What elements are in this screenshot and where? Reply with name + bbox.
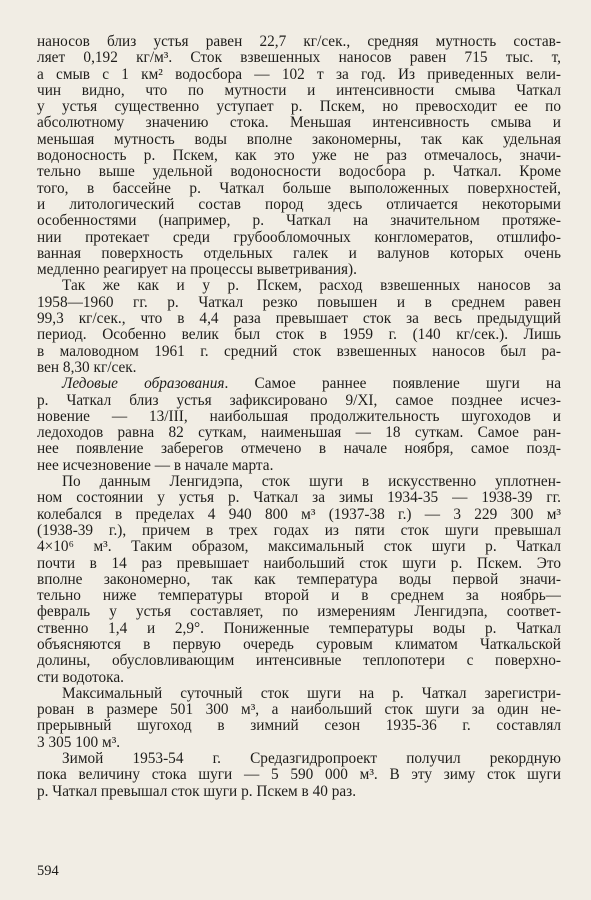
paragraph-3-line-3: новение — 13/III, наибольшая продолжительность шугоходов и [37,408,561,425]
paragraph-4-line-6: почти в 14 раз превышает наибольший сток шуги р. Пскем. Это [37,555,561,572]
paragraph-4-line-1: По данным Ленгидэпа, сток шуги в искусственно уплотнен- [62,474,561,491]
paragraph-3-line-5: нее появление заберегов отмечено в начале ноября, самое позд- [37,441,561,458]
paragraph-4-line-5: 4×10⁶ м³. Таким образом, максимальный сток шуги р. Чаткал [37,539,561,556]
paragraph-4-line-7: вполне закономерно, так как температура воды первой значи- [37,571,561,588]
paragraph-1-line-13: нии протекает среди грубообломочных конгломератов, отшлифо- [37,229,561,246]
paragraph-4-line-12: долины, обусловливающим интенсивные теплопотери с поверхно- [37,653,561,670]
paragraph-1-line-1: наносов близ устья равен 22,7 кг/сек., средняя мутность состав- [37,34,561,50]
paragraph-6-line-3: р. Чаткал превышал сток шуги р. Пскем в 40 раз. [37,783,357,800]
paragraph-2-line-2: 1958—1960 гг. р. Чаткал резко повышен и в среднем равен [37,294,561,311]
paragraph-1-line-10: того, в бассейне р. Чаткал больше выположенных поверхностей, [37,180,561,197]
paragraph-6-line-1: Зимой 1953-54 г. Средазгидропроект получил рекордную [62,751,561,768]
body-text [37,34,561,800]
paragraph-3-line-2: р. Чаткал близ устья зафиксировано 9/XI, самое позднее исчез- [37,392,561,409]
paragraph-3-line-6: нее исчезновение — в начале марта. [37,457,274,474]
paragraph-2-line-3: 99,3 кг/сек., что в 4,4 раза превышает сток за весь предыдущий [37,311,561,328]
paragraph-5-line-3: прерывный шугоход в зимний сезон 1935-36 г. составлял [37,718,561,735]
paragraph-2-line-6: вен 8,30 кг/сек. [37,359,137,376]
paragraph-4-line-4: (1938-39 г.), причем в трех годах из пяти сток шуги превышал [37,522,561,539]
paragraph-1-line-14: ванная поверхность отдельных галек и валунов которых очень [37,245,561,262]
page-number: 594 [37,863,59,879]
paragraph-4-line-8: тельно ниже температуры второй и в среднем за ноябрь— [37,588,561,605]
paragraph-2-line-4: период. Особенно велик был сток в 1959 г. (140 кг/сек.). Лишь [37,327,561,344]
paragraph-4-line-11: объясняются в первую очередь суровым климатом Чаткальской [37,636,561,653]
paragraph-1-line-2: ляет 0,192 кг/м³. Сток взвешенных наносов равен 715 тыс. т, [37,50,561,67]
line-text: . Самое раннее появление шуги на [224,376,561,393]
paragraph-1-line-11: и литологический состав пород здесь отличается некоторыми [37,196,561,213]
paragraph-1-line-3: а смыв с 1 км² водосбора — 102 т за год. Из приведенных вели- [37,66,561,83]
paragraph-1-line-4: чин видно, что по мутности и интенсивности смыва Чаткал [37,82,561,99]
paragraph-5-line-4: 3 305 100 м³. [37,734,121,751]
paragraph-4-line-10: ственно 1,4 и 2,9°. Пониженные температуры воды р. Чаткал [37,620,561,637]
paragraph-5-line-2: рован в размере 501 300 м³, а наибольший сток шуги за один не- [37,702,561,719]
paragraph-1-line-5: у устья существенно уступает р. Пскем, но превосходит ее по [37,99,561,116]
paragraph-3-line-4: ледоходов равна 82 суткам, наименьшая — 18 суткам. Самое ран- [37,425,561,442]
paragraph-3-line-1 [37,376,561,392]
section-heading-inline: Ледовые образования [62,376,225,393]
paragraph-4-line-2: ном состоянии у устья р. Чаткал за зимы 1934-35 — 1938-39 гг. [37,490,561,507]
paragraph-1-line-7: меньшая мутность воды вполне закономерны, так как удельная [37,131,561,148]
paragraph-6-line-2: пока величину стока шуги — 5 590 000 м³. В эту зиму сток шуги [37,767,561,784]
paragraph-4-line-13: сти водотока. [37,669,124,686]
paragraph-2-line-5: в маловодном 1961 г. средний сток взвешенных наносов был ра- [37,343,561,360]
paragraph-4-line-3: колебался в пределах 4 940 800 м³ (1937-38 г.) — 3 229 300 м³ [37,506,561,523]
paragraph-2-line-1: Так же как и у р. Пскем, расход взвешенных наносов за [62,278,561,295]
paragraph-1-line-12: особенностями (например, р. Чаткал на значительном протяже- [37,213,561,230]
paragraph-1-line-8: водоносность р. Пскем, как это уже не раз отмечалось, значи- [37,148,561,165]
paragraph-1-line-6: абсолютному значению стока. Меньшая интенсивность смыва и [37,115,561,132]
paragraph-1-line-15: медленно реагирует на процессы выветривания). [37,262,357,279]
paragraph-4-line-9: февраль у устья составляет, по измерениям Ленгидэпа, соответ- [37,604,561,621]
paragraph-1-line-9: тельно выше удельной водоносности водосбора р. Чаткал. Кроме [37,164,561,181]
paragraph-5-line-1: Максимальный суточный сток шуги на р. Чаткал зарегистри- [62,685,561,702]
